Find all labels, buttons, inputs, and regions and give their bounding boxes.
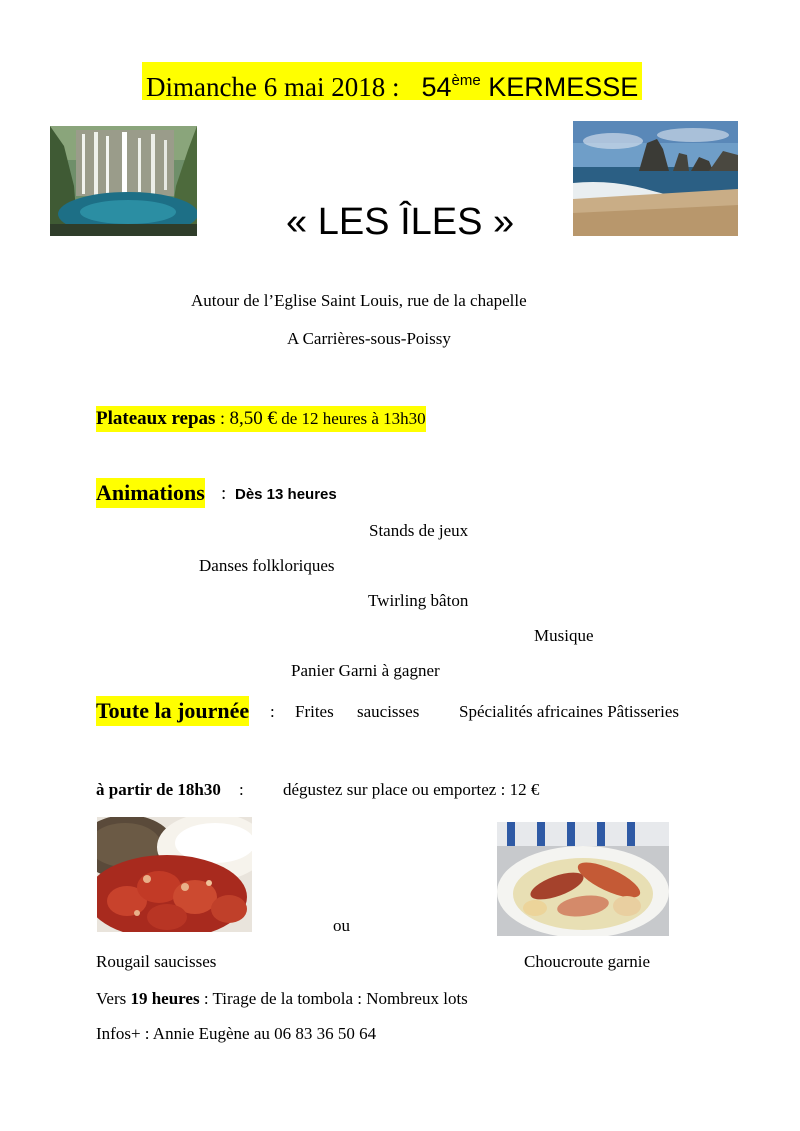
address-line-1: Autour de l’Eglise Saint Louis, rue de la chapelle — [191, 291, 527, 310]
animation-item: Stands de jeux — [369, 521, 469, 540]
contact-info: Infos+ : Annie Eugène au 06 83 36 50 64 — [96, 1024, 377, 1043]
edition-number: 54 — [421, 72, 452, 102]
animation-item: Danses folkloriques — [199, 556, 335, 575]
rougail-photo — [97, 817, 252, 932]
animation-item: Musique — [534, 626, 594, 645]
waterfall-photo — [50, 126, 197, 236]
dish-left-label: Rougail saucisses — [96, 952, 217, 971]
meal-trays-separator: : — [215, 408, 230, 428]
tombola-time: 19 heures — [130, 989, 200, 1008]
all-day-item: Spécialités africaines Pâtisseries — [459, 702, 679, 721]
meal-trays-label: Plateaux repas — [96, 408, 216, 429]
animations-separator: : — [221, 483, 227, 504]
evening-offer: dégustez sur place ou emportez : 12 € — [283, 780, 540, 799]
edition-suffix: ème — [451, 72, 481, 89]
tombola-prefix: Vers — [96, 989, 131, 1008]
event-edition — [421, 72, 638, 102]
all-day-separator: : — [270, 702, 275, 721]
all-day-label: Toute la journée — [96, 696, 249, 726]
animations-label: Animations — [96, 478, 205, 508]
tombola-line — [96, 989, 468, 1009]
meal-trays-hours: de 12 heures à 13h30 — [276, 409, 426, 428]
evening-separator: : — [239, 780, 244, 799]
meal-trays-price: 8,50 € — [229, 408, 277, 429]
theme-title: « LES ÎLES » — [286, 201, 515, 243]
event-name: KERMESSE — [488, 72, 639, 102]
event-date: Dimanche 6 mai 2018 : — [146, 72, 400, 102]
animation-item: Panier Garni à gagner — [291, 661, 440, 680]
all-day-item: Frites — [295, 702, 334, 721]
all-day-item: saucisses — [357, 702, 420, 721]
or-separator: ou — [333, 916, 350, 935]
address-line-2: A Carrières-sous-Poissy — [287, 329, 451, 348]
dish-right-label: Choucroute garnie — [524, 952, 651, 971]
choucroute-photo — [497, 822, 669, 936]
animation-item: Twirling bâton — [368, 591, 469, 610]
beach-photo — [573, 121, 738, 236]
event-title — [142, 62, 642, 100]
meal-trays-line — [96, 406, 426, 432]
evening-label: à partir de 18h30 — [96, 780, 221, 799]
animations-start-time: Dès 13 heures — [235, 486, 337, 503]
tombola-text: : Tirage de la tombola : Nombreux lots — [199, 989, 468, 1008]
